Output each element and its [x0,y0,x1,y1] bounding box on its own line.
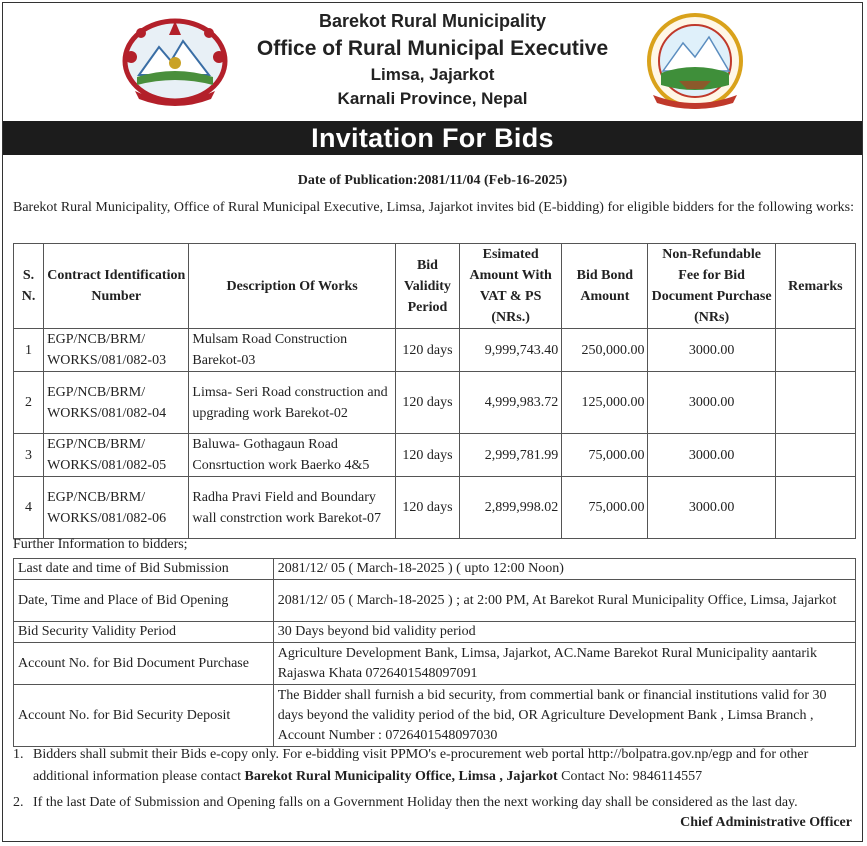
row-validity: 120 days [395,372,459,434]
header-amount: Esimated Amount With VAT & PS (NRs.) [460,244,562,329]
row-validity: 120 days [395,434,459,477]
header [3,3,862,119]
table-row [14,477,856,539]
row-bond: 125,000.00 [562,372,648,434]
header-remarks: Remarks [775,244,855,329]
works-table [13,243,856,539]
header-sn: S. N. [14,244,44,329]
header-fee: Non-Refundable Fee for Bid Document Purchase (NRs) [648,244,775,329]
info-row [14,622,856,643]
row-validity: 120 days [395,329,459,372]
info-row [14,685,856,747]
info-label: Bid Security Validity Period [14,622,274,643]
header-contract-id: Contract Identification Number [44,244,189,329]
info-value: 2081/12/ 05 ( March-18-2025 ) ; at 2:00 PM, At Barekot Rural Municipality Office, Limsa, Jajarkot [273,580,855,622]
row-contract-id: EGP/NCB/BRM/ WORKS/081/082-03 [44,329,189,372]
intro-paragraph: Barekot Rural Municipality, Office of Rural Municipal Executive, Limsa, Jajarkot invites bid (E-bidding) for eligible bidders for the following works: [13,200,854,215]
row-remarks [775,434,855,477]
row-sn: 4 [14,477,44,539]
note-1 [13,744,854,788]
header-description: Description Of Works [189,244,395,329]
note-text: Bidders shall submit their Bids e-copy only. For e-bidding visit PPMO's e-procurement web portal http://bolpatra.gov.np/egp and for other additional information please contact [33,747,809,784]
info-label: Date, Time and Place of Bid Opening [14,580,274,622]
header-bond: Bid Bond Amount [562,244,648,329]
row-sn: 1 [14,329,44,372]
row-fee: 3000.00 [648,372,775,434]
row-description: Limsa- Seri Road construction and upgrading work Barekot-02 [189,372,395,434]
row-remarks [775,372,855,434]
info-value: 30 Days beyond bid validity period [273,622,855,643]
municipality-logo-icon [643,11,747,111]
note-number: 1. [13,747,24,762]
table-row [14,372,856,434]
row-description: Mulsam Road Construction Barekot-03 [189,329,395,372]
info-row [14,580,856,622]
info-row [14,643,856,685]
municipality-name: Barekot Rural Municipality [318,11,547,31]
further-info-label: Further Information to bidders; [13,537,188,552]
row-description: Radha Pravi Field and Boundary wall constrction work Barekot-07 [189,477,395,539]
office-name: Office of Rural Municipal Executive [256,37,609,60]
row-fee: 3000.00 [648,434,775,477]
row-contract-id: EGP/NCB/BRM/ WORKS/081/082-06 [44,477,189,539]
publication-date: Date of Publication:2081/11/04 (Feb-16-2025) [297,173,568,188]
info-table [13,558,856,747]
location: Limsa, Jajarkot [370,65,495,84]
row-remarks [775,329,855,372]
row-contract-id: EGP/NCB/BRM/ WORKS/081/082-04 [44,372,189,434]
row-contract-id: EGP/NCB/BRM/ WORKS/081/082-05 [44,434,189,477]
row-fee: 3000.00 [648,477,775,539]
note-2 [13,792,854,814]
info-value: 2081/12/ 05 ( March-18-2025 ) ( upto 12:00 Noon) [273,559,855,580]
row-sn: 3 [14,434,44,477]
table-row [14,329,856,372]
row-remarks [775,477,855,539]
row-fee: 3000.00 [648,329,775,372]
signature: Chief Administrative Officer [680,815,852,830]
header-validity: Bid Validity Period [395,244,459,329]
notice-page [2,2,863,842]
row-amount: 9,999,743.40 [460,329,562,372]
row-amount: 2,899,998.02 [460,477,562,539]
note-number: 2. [13,795,24,810]
row-amount: 4,999,983.72 [460,372,562,434]
row-bond: 75,000.00 [562,434,648,477]
row-validity: 120 days [395,477,459,539]
contact-number: Contact No: 9846114557 [561,769,703,784]
contact-office: Barekot Rural Municipality Office, Limsa , Jajarkot [244,769,558,784]
row-description: Baluwa- Gothagaun Road Consrtuction work Baerko 4&5 [189,434,395,477]
province: Karnali Province, Nepal [337,89,528,108]
note-text: If the last Date of Submission and Opening falls on a Government Holiday then the next working day shall be considered as the last day. [33,795,798,810]
info-value: Agriculture Development Bank, Limsa, Jajarkot, AC.Name Barekot Rural Municipality aantarik Rajaswa Khata 0726401548097091 [273,643,855,685]
info-label: Account No. for Bid Document Purchase [14,643,274,685]
row-bond: 75,000.00 [562,477,648,539]
info-value: The Bidder shall furnish a bid security, from commertial bank or financial institutions valid for 30 days beyond the validity period of the bid, OR Agriculture Development Bank , Limsa Branch , Account Number : 0726401548097030 [273,685,855,747]
table-row [14,434,856,477]
row-bond: 250,000.00 [562,329,648,372]
invitation-banner: Invitation For Bids [3,121,862,155]
info-label: Account No. for Bid Security Deposit [14,685,274,747]
info-label: Last date and time of Bid Submission [14,559,274,580]
row-sn: 2 [14,372,44,434]
info-row [14,559,856,580]
notes [13,744,854,818]
row-amount: 2,999,781.99 [460,434,562,477]
